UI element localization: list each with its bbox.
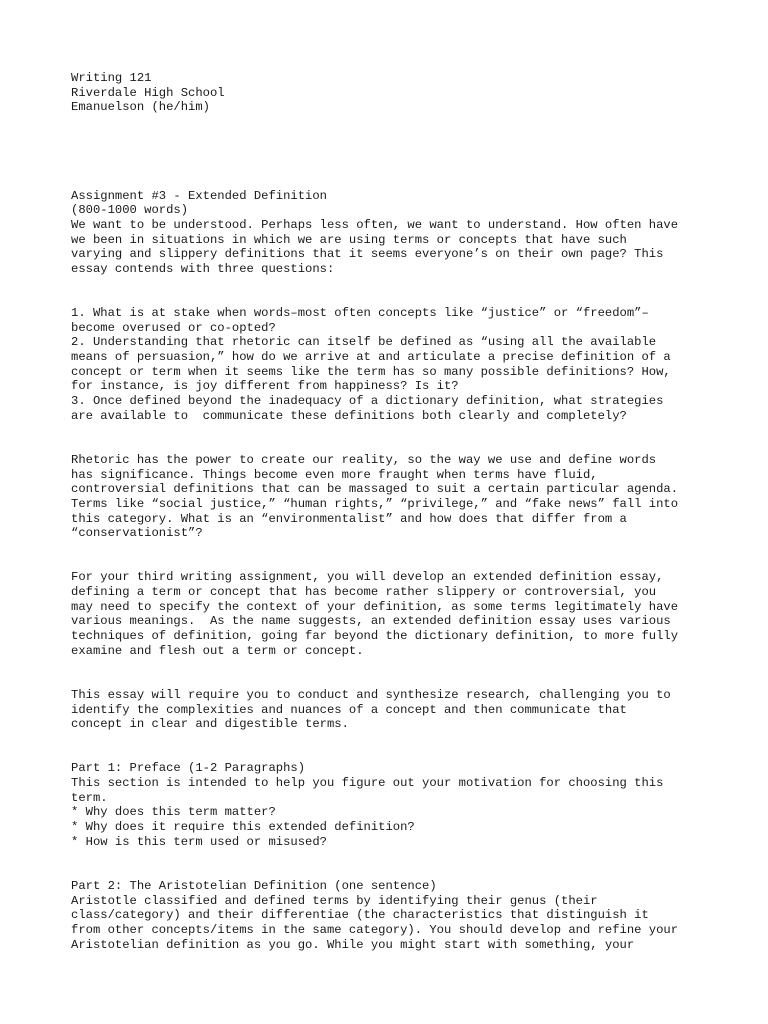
question-line: 1. What is at stake when words–most often concepts like “justice” or “freedom”– bbox=[71, 306, 649, 320]
school-name: Riverdale High School bbox=[71, 85, 225, 100]
part1-section bbox=[71, 761, 711, 849]
paragraph-line: has significance. Things become even more fraught when terms have fluid, bbox=[71, 467, 598, 482]
questions-list bbox=[71, 306, 711, 424]
assignment-length: (800-1000 words) bbox=[71, 203, 189, 218]
paragraph-line: “conservationist”? bbox=[71, 526, 203, 541]
section-line: term. bbox=[71, 790, 108, 805]
section-line: Aristotle classified and defined terms by identifying their genus (their bbox=[71, 893, 598, 908]
intro-line: essay contends with three questions: bbox=[71, 261, 335, 276]
paragraph-line: concept in clear and digestible terms. bbox=[71, 717, 349, 732]
question-line: means of persuasion,” how do we arrive at and articulate a precise definition of a bbox=[71, 350, 671, 365]
paragraph-line: techniques of definition, going far beyond the dictionary definition, to more fully bbox=[71, 629, 679, 644]
bullet-item: * How is this term used or misused? bbox=[71, 834, 327, 849]
question-line: for instance, is joy different from happiness? Is it? bbox=[71, 379, 459, 394]
section-heading: Part 2: The Aristotelian Definition (one sentence) bbox=[71, 878, 437, 893]
document-body bbox=[71, 71, 711, 952]
part2-section bbox=[71, 879, 711, 952]
section-heading: Part 1: Preface (1-2 Paragraphs) bbox=[71, 761, 306, 776]
paragraph-line: various meanings. As the name suggests, an extended definition essay uses various bbox=[71, 614, 671, 629]
header-block bbox=[71, 71, 711, 115]
intro-line: We want to be understood. Perhaps less often, we want to understand. How often have bbox=[71, 217, 679, 232]
research-paragraph bbox=[71, 688, 711, 732]
paragraph-line: identify the complexities and nuances of a concept and then communicate that bbox=[71, 702, 627, 717]
section-line: class/category) and their differentiae (the characteristics that distinguish it bbox=[71, 908, 649, 923]
question-line: 3. Once defined beyond the inadequacy of a dictionary definition, what strategies bbox=[71, 394, 664, 409]
paragraph-line: Rhetoric has the power to create our reality, so the way we use and define words bbox=[71, 452, 657, 467]
instructor-name: Emanuelson (he/him) bbox=[71, 100, 210, 115]
section-line: Aristotelian definition as you go. While you might start with something, your bbox=[71, 937, 635, 952]
assignment-block bbox=[71, 189, 711, 277]
section-line: from other concepts/items in the same category). You should develop and refine your bbox=[71, 922, 679, 937]
question-line: become overused or co-opted? bbox=[71, 320, 276, 335]
section-line: This section is intended to help you figure out your motivation for choosing this bbox=[71, 776, 664, 790]
intro-line: we been in situations in which we are using terms or concepts that have such bbox=[71, 232, 627, 247]
question-line: are available to communicate these definitions both clearly and completely? bbox=[71, 408, 627, 423]
intro-line: varying and slippery definitions that it seems everyone’s on their own page? This bbox=[71, 247, 664, 262]
paragraph-line: For your third writing assignment, you will develop an extended definition essay, bbox=[71, 570, 664, 585]
paragraph-line: may need to specify the context of your definition, as some terms legitimately have bbox=[71, 599, 679, 614]
paragraph-line: controversial definitions that can be massaged to suit a certain particular agenda. bbox=[71, 482, 679, 497]
paragraph-line: Terms like “social justice,” “human rights,” “privilege,” and “fake news” fall into bbox=[71, 496, 679, 511]
bullet-item: * Why does it require this extended definition? bbox=[71, 820, 415, 835]
bullet-item: * Why does this term matter? bbox=[71, 805, 276, 820]
rhetoric-paragraph bbox=[71, 453, 711, 541]
question-line: 2. Understanding that rhetoric can itself be defined as “using all the available bbox=[71, 335, 657, 350]
assignment-title: Assignment #3 - Extended Definition bbox=[71, 188, 327, 203]
paragraph-line: examine and flesh out a term or concept. bbox=[71, 643, 364, 658]
course-name: Writing 121 bbox=[71, 71, 152, 85]
paragraph-line: defining a term or concept that has become rather slippery or controversial, you bbox=[71, 585, 657, 600]
question-line: concept or term when it seems like the term has so many possible definitions? How, bbox=[71, 364, 671, 379]
assignment-paragraph bbox=[71, 570, 711, 658]
paragraph-line: This essay will require you to conduct and synthesize research, challenging you to bbox=[71, 687, 671, 702]
paragraph-line: this category. What is an “environmentalist” and how does that differ from a bbox=[71, 511, 627, 526]
